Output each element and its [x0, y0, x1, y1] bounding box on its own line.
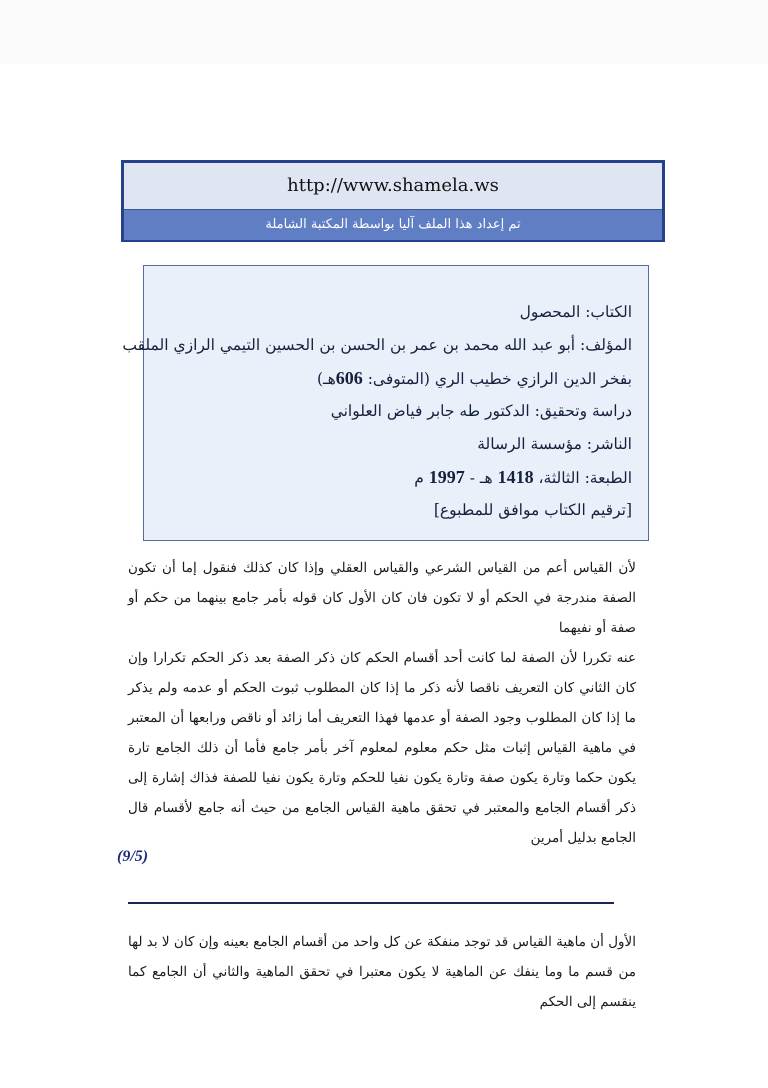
page-reference: (9/5)	[117, 848, 149, 865]
author-line-1: المؤلف: أبو عبد الله محمد بن عمر بن الحسن بن الحسين التيمي الرازي الملقب	[122, 336, 632, 354]
body-paragraph-2: عنه تكررا لأن الصفة لما كانت أحد أقسام الحكم كان ذكر الصفة بعد ذكر الحكم تكرارا وإن كان الثاني كان التعريف ناقصا لأنه ذكر ما إذا كان المطلوب ثبوت الحكم أو عدمه ولم يذكر ما إذا كان المطلوب وجود الصفة أو عدمها فهذا التعريف أما زائد أو ناقص ورابعها أن المعتبر في ماهية القياس إثبات مثل حكم معلوم لمعلوم آخر بأمر جامع فأما أن ذلك الجامع تارة يكون حكما وتارة يكون صفة وتارة يكون نفيا للحكم وتارة يكون نفيا للصفة فذاك إشارة إلى ذكر أقسام الجامع والمعتبر في تحقق ماهية القياس الجامع من حيث أنه جامع لأقسام قال الجامع بدليل أمرين	[128, 650, 636, 846]
page-top-band	[0, 0, 768, 64]
edition-line	[160, 461, 632, 494]
edition-suffix: م	[414, 469, 424, 487]
library-notice-bar: تم إعداد هذا الملف آليا بواسطة المكتبة الشاملة	[124, 209, 662, 240]
footer-paragraph: الأول أن ماهية القياس قد توجد منفكة عن كل واحد من أقسام الجامع بعينه وإن كان لا بد لها من قسم ما وما ينفك عن الماهية لا يكون معتبرا في تحقق الماهية والثاني أن الجامع كما ينقسم إلى الحكم	[128, 934, 636, 1010]
author-death-year: 606	[335, 368, 363, 388]
body-paragraph-1: لأن القياس أعم من القياس الشرعي والقياس العقلي وإذا كان كذلك فنقول إما أن تكون الصفة مندرجة في الحكم أو لا تكون فان كان الأول كان قوله بأمر جامع بينهما من حكم أو صفة أو نفيهما	[128, 560, 636, 636]
shamela-header-box	[121, 160, 665, 242]
edition-mid: هـ -	[469, 469, 493, 487]
footer-divider	[128, 902, 614, 904]
author-line-2-prefix: بفخر الدين الرازي خطيب الري (المتوفى:	[367, 370, 632, 388]
book-title-line: الكتاب: المحصول	[519, 303, 632, 321]
author-line-2	[160, 362, 632, 395]
publisher-line: الناشر: مؤسسة الرسالة	[477, 435, 632, 453]
author-line-2-suffix: هـ)	[316, 370, 336, 388]
editor-line: دراسة وتحقيق: الدكتور طه جابر فياض العلواني	[330, 402, 632, 420]
edition-prefix: الطبعة: الثالثة،	[538, 469, 632, 487]
book-info-box	[122, 265, 649, 541]
next-page-text	[128, 927, 636, 1017]
edition-gregorian-year: 1997	[428, 467, 465, 487]
edition-hijri-year: 1418	[497, 467, 534, 487]
numbering-note: [ترقيم الكتاب موافق للمطبوع]	[433, 501, 632, 519]
main-text	[128, 553, 636, 853]
website-url[interactable]: http://www.shamela.ws	[287, 175, 499, 196]
